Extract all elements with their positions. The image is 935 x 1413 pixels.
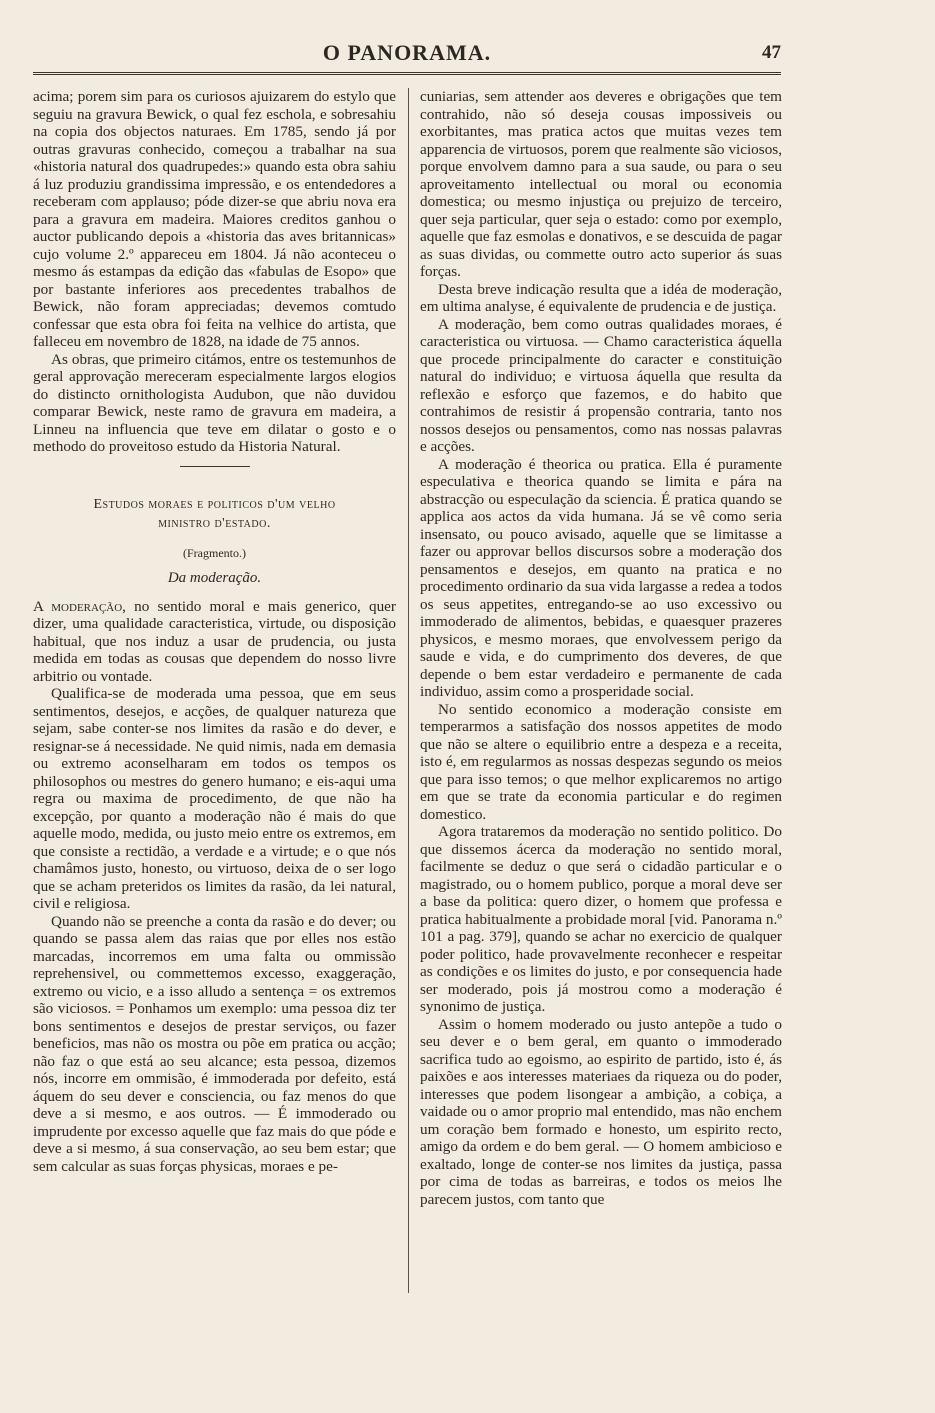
article-paragraph: A moderação, bem como outras qualidades moraes, é caracteristica ou virtuosa. — Chamo caracteristica áquella que procede principalmente do caracter e constituição natural do individuo; e virtuosa áquella que resulta da reflexão e esforço que fazemos, e do habito que contrahimos de resistir á propensão contraria, tanto nos nossos desejos ou pensamentos, como nas nossas palavras e acções. <box>420 315 782 455</box>
article-paragraph: cuniarias, sem attender aos deveres e obrigações que tem contrahido, não só deseja cousas impossiveis ou exorbitantes, mas pratica actos que muitas vezes tem apparencia de virtuosos, porem que realmente são viciosos, porque envolvem damno para a sua saude, ou para o seu aproveitamento intellectual ou moral ou economia domestica; ou mesmo injustiça ou prejuizo de terceiro, quer seja particular, quer seja o estado: como por exemplo, aquelle que faz esmolas e donativos, e se descuida de pagar as suas dividas, ou commette outro acto superior ás suas forças. <box>420 88 782 280</box>
section-title <box>33 495 396 533</box>
article-subtitle: Da moderação. <box>167 570 262 586</box>
section-title-line1: Estudos moraes e politicos d'um velho <box>93 496 336 512</box>
article-paragraph: No sentido economico a moderação consiste em temperarmos a satisfação dos nossos appetites de modo que não se altere o equilibrio entre a despeza e a receita, isto é, em regularmos as nossas despezas segundo os meios que para isso temos; o que melhor explicaremos no artigo em que se trate da economia particular e do regimen domestico. <box>420 700 782 823</box>
article-paragraph: Assim o homem moderado ou justo antepõe a tudo o seu dever e o bem geral, em quanto o immoderado sacrifica tudo ao egoismo, ao espirito de partido, isto é, ás paixões e aos interesses materiaes da riqueza ou do poder, interesses que podem lisongear a ambição, a cobiça, a vaidade ou o amor proprio mal entendido, mas não enchem um coração bem formado e honesto, um espirito recto, amigo da ordem e do bem geral. — O homem ambicioso e exaltado, longe de conter-se nos limites da justiça, passa por cima de todas as barreiras, e todos os meios lhe parecem justos, com tanto que <box>420 1015 782 1208</box>
article-paragraph: Quando não se preenche a conta da rasão e do dever; ou quando se passa alem das raias que por elles nos estão marcadas, incorremos em uma falta ou ommissão reprehensivel, ou commettemos excesso, exaggeração, extremo ou vicio, e a isso alludo a sentença = os extremos são viciosos. = Ponhamos um exemplo: uma pessoa diz ter bons sentimentos e desejos de prestar serviços, ou fazer beneficios, mas não os mostra ou põe em pratica ou acção; não faz o que está ao seu alcance; esta pessoa, dizemos nós, incorre em ommisão, é immoderada por defeito, está áquem do seu dever e consciencia, ou faz menos do que deve a si mesmo, e aos outros. — É immoderado ou imprudente por excesso aquelle que faz mais do que póde e deve a si mesmo, á sua conservação, ao seu bem estar; que sem calcular as suas forças physicas, moraes e pe- <box>33 912 396 1175</box>
article-paragraph <box>33 598 396 686</box>
left-column <box>33 88 396 1175</box>
page-number: 47 <box>762 42 781 63</box>
section-divider <box>180 466 250 467</box>
fragment-label: (Fragmento.) <box>183 545 246 560</box>
article-paragraph: Agora trataremos da moderação no sentido politico. Do que dissemos ácerca da moderação no sentido moral, facilmente se deduz o que será o cidadão particular e o magistrado, ou o homem publico, porque a moral deve ser a base da politica: quero dizer, o homem que professa e pratica habitualmente a probidade moral [vid. Panorama n.º 101 a pag. 379], quando se achar no exercicio de qualquer poder politico, hade provavelmente reconhecer e respeitar as condições e os limites do justo, e por consequencia hade ser moderado, pois já mostrou como a moderação é synonimo de justiça. <box>420 823 782 1015</box>
article-paragraph: Desta breve indicação resulta que a idéa de moderação, em ultima analyse, é equivalente de prudencia e de justiça. <box>420 280 782 315</box>
header-rule <box>33 72 781 75</box>
article-paragraph: A moderação é theorica ou pratica. Ella é puramente especulativa e theorica quando se limita e pára na abstracção ou especulação da sciencia. É pratica quando se applica aos actos da vida humana. Já se vê como seria insensato, ou pouco avisado, aquelle que se limitasse a fazer ou approvar bellos discursos sobre a moderação dos pensamentos e desejos, em quanto na pratica e no procedimento ordinario da sua vida largasse a redea a todos os seus appetites, entregando-se ao uso excessivo ou immoderado de alimentos, bebidas, e quaesquer prazeres physicos, e mesmo moraes, que envolvessem perigo da saude e vida, e do cumprimento dos deveres, de que depende o bem estar verdadeiro e permanente de cada individuo, assim como a prosperidade social. <box>420 455 782 700</box>
lead-word: A moderação <box>33 597 123 615</box>
paragraph: As obras, que primeiro citámos, entre os testemunhos de geral approvação mereceram especialmente largos elogios do distincto ornithologista Audubon, que não duvidou comparar Bewick, neste ramo de gravura em madeira, a Linneu na influencia que teve em dilatar o gosto e o methodo do proveitoso estudo da Historia Natural. <box>33 350 396 455</box>
column-divider <box>408 88 409 1293</box>
paragraph: acima; porem sim para os curiosos ajuizarem do estylo que seguiu na gravura Bewick, o qual fez eschola, e sobresahiu na copia dos objectos naturaes. Em 1785, sendo já por outras gravuras conhecido, começou a trabalhar na sua «historia natural dos quadrupedes:» quando esta obra sahiu á luz produziu grandissima impressão, e os entendedores a receberam com applauso; póde dizer-se que abriu nova era para a gravura em madeira. Maiores creditos ganhou o auctor publicando depois a «historia das aves britannicas» cujo volume 2.º appareceu em 1804. Já não aconteceu o mesmo ás estampas da edição das «fabulas de Esopo» que por bastante inferiores aos precedentes trabalhos de Bewick, não foram appreciadas; devemos comtudo confessar que esta obra foi feita na velhice do artista, que falleceu em novembro de 1828, na idade de 75 annos. <box>33 88 396 350</box>
lead-text: , no sentido moral e mais generico, quer dizer, uma qualidade caracteristica, virtude, ou disposição habitual, que nos induz a usar de prudencia, ou justa medida em todas as cousas que dependem do nosso livre arbitrio ou vontade. <box>33 597 396 685</box>
section-title-line2: ministro d'estado. <box>158 515 271 531</box>
page-header <box>33 40 781 72</box>
masthead-title: O PANORAMA. <box>322 40 492 65</box>
article-paragraph: Qualifica-se de moderada uma pessoa, que em seus sentimentos, desejos, e acções, de qualquer natureza que sejam, sabe conter-se nos limites da rasão e do dever, e resignar-se á necessidade. Ne quid nimis, nada em demasia ou extremo aconselharam em todos os tempos os philosophos ou mestres do genero humano; e eis-aqui uma regra ou maxima de procedimento, de que não ha excepção, por quanto a moderação não é mais do que aquelle modo, medida, ou justo meio entre os extremos, em que consiste a rectidão, a verdade e a virtude; e o que nós chamâmos justo, honesto, ou virtuoso, deixa de o ser logo que se acham preteridos os limites da rasão, da lei natural, civil e religiosa. <box>33 685 396 912</box>
right-column <box>420 88 782 1208</box>
